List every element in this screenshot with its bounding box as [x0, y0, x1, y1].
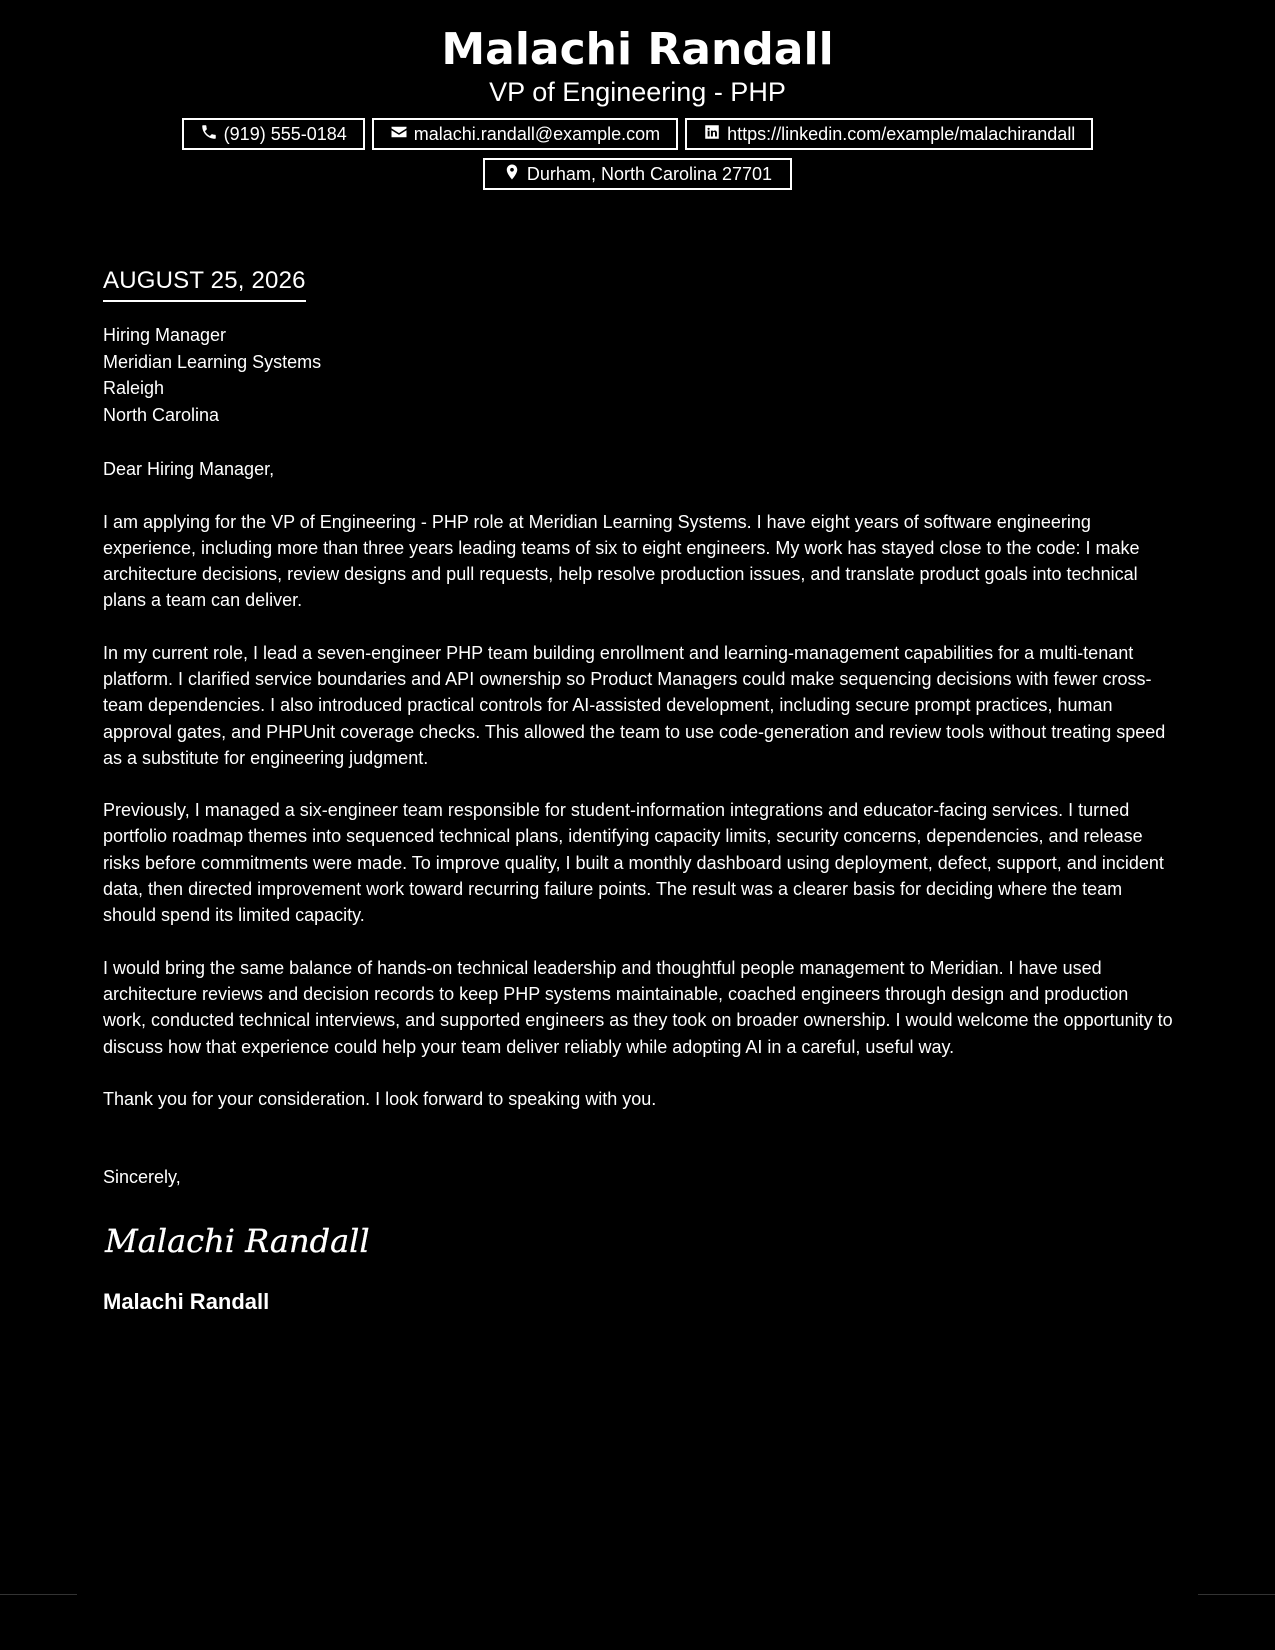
phone-chip[interactable]	[182, 118, 365, 150]
recipient-state: North Carolina	[103, 404, 220, 425]
footer-rule-left	[0, 1594, 77, 1595]
applicant-name: Malachi Randall	[441, 24, 834, 75]
greeting: Dear Hiring Manager,	[103, 459, 275, 479]
letter-header	[0, 0, 1275, 190]
letter-date: AUGUST 25, 2026	[103, 266, 306, 302]
linkedin-text: https://linkedin.com/example/malachirandall	[727, 123, 1076, 144]
email-chip[interactable]	[372, 118, 678, 150]
envelope-icon	[390, 123, 408, 146]
signed-name: Malachi Randall	[103, 1289, 270, 1315]
signature-text: Malachi Randall	[105, 1222, 370, 1261]
applicant-title: VP of Engineering - PHP	[489, 77, 786, 107]
recipient-line: Hiring Manager	[103, 325, 227, 345]
recipient-block	[103, 322, 1175, 428]
phone-text: (919) 555-0184	[223, 123, 347, 144]
body-paragraph: Previously, I managed a six-engineer team responsible for student-information integrations and educator-facing services. I turned portfolio roadmap themes into sequenced technical plans, identifying capacity limits, security concerns, dependencies, and release risks before commitments were made. To improve quality, I built a monthly dashboard using deployment, defect, support, and incident data, then directed improvement work toward recurring failure points. The result was a clearer basis for deciding where the team should spend its limited capacity.	[103, 800, 1164, 926]
body-paragraph: I am applying for the VP of Engineering - PHP role at Meridian Learning Systems. I have eight years of software engineering experience, including more than three years leading teams of six to eight engineers. My work has stayed close to the code: I make architecture decisions, review designs and pull requests, help resolve production issues, and translate product goals into technical plans a team can deliver.	[103, 511, 1140, 611]
signature	[103, 1218, 1175, 1264]
linkedin-chip[interactable]	[685, 118, 1093, 150]
map-marker-icon	[503, 163, 521, 186]
body-paragraph: I would bring the same balance of hands-on technical leadership and thoughtful people management to Meridian. I have used architecture reviews and decision records to keep PHP systems maintainable, coached engineers through design and production work, conducted technical interviews, and supported engineers as they took on broader ownership. I would welcome the opportunity to discuss how that experience could help your team deliver reliably while adopting AI in a careful, useful way.	[103, 957, 1173, 1057]
closing: Sincerely,	[103, 1167, 181, 1188]
linkedin-icon	[703, 123, 721, 146]
recipient-company: Meridian Learning Systems	[103, 351, 322, 372]
body-paragraph: In my current role, I lead a seven-engineer PHP team building enrollment and learning-management capabilities for a multi-tenant platform. I clarified service boundaries and API ownership so Product Managers could make sequencing decisions with fewer cross-team dependencies. I also introduced practical controls for AI-assisted development, including secure prompt practices, human approval gates, and PHPUnit coverage checks. This allowed the team to use code-generation and review tools without treating speed as a substitute for engineering judgment.	[103, 642, 1166, 768]
body-paragraph: Thank you for your consideration. I look forward to speaking with you.	[103, 1088, 657, 1109]
phone-icon	[200, 123, 218, 146]
contact-bar	[138, 118, 1138, 190]
letter-body	[103, 266, 1175, 1316]
location-text: Durham, North Carolina 27701	[526, 163, 773, 184]
footer-rule-right	[1198, 1594, 1275, 1595]
email-text: malachi.randall@example.com	[413, 123, 661, 144]
recipient-city: Raleigh	[103, 378, 165, 398]
location-chip[interactable]	[483, 158, 792, 190]
